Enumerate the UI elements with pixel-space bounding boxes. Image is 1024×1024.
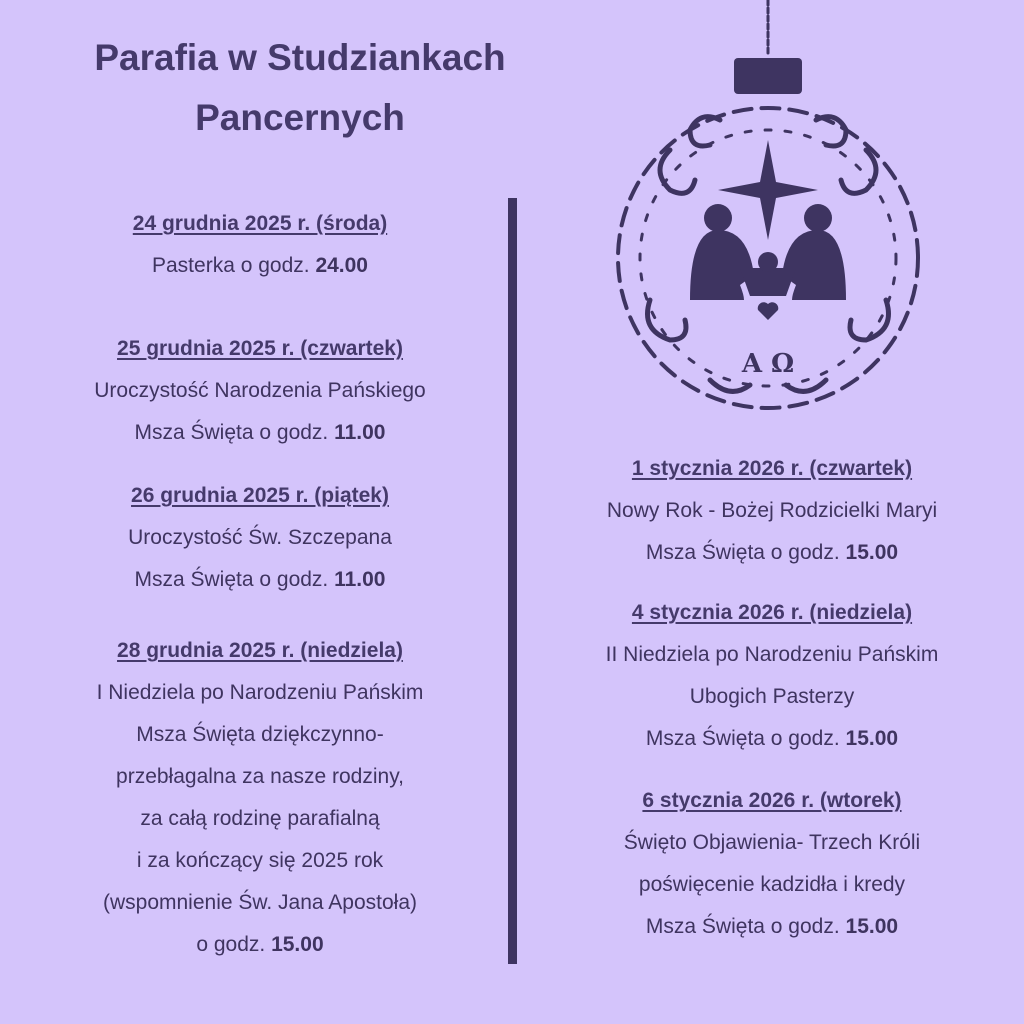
entry-line: Pasterka o godz. 24.00 <box>152 254 368 277</box>
alpha-omega-letters: A Ω <box>741 349 795 379</box>
entry-date: 26 grudnia 2025 r. (piątek) <box>131 484 389 507</box>
mass-entry-jan-1 <box>520 448 1024 574</box>
entry-line: o godz. 15.00 <box>196 933 324 956</box>
entry-line: Ubogich Pasterzy <box>689 685 855 708</box>
mass-entry-dec-26 <box>10 475 510 601</box>
entry-line: Msza Święta o godz. 11.00 <box>134 421 386 444</box>
entry-line: (wspomnienie Św. Jana Apostoła) <box>102 891 417 914</box>
mass-entry-dec-25 <box>10 328 510 454</box>
entry-line: Nowy Rok - Bożej Rodzicielki Maryi <box>606 499 938 522</box>
entry-line: Uroczystość Św. Szczepana <box>128 526 392 549</box>
title-line-2: Pancernych <box>195 97 405 138</box>
entry-line: Uroczystość Narodzenia Pańskiego <box>94 379 426 402</box>
entry-line: za całą rodzinę parafialną <box>140 807 380 830</box>
entry-line: Msza Święta o godz. 11.00 <box>134 568 386 591</box>
mass-entry-jan-4 <box>520 592 1024 760</box>
entry-line: II Niedziela po Narodzeniu Pańskim <box>605 643 939 666</box>
entry-line: I Niedziela po Narodzeniu Pańskim <box>96 681 424 704</box>
entry-date: 28 grudnia 2025 r. (niedziela) <box>117 639 403 662</box>
entry-date: 4 stycznia 2026 r. (niedziela) <box>631 601 913 624</box>
entry-line: Msza Święta o godz. 15.00 <box>645 541 899 564</box>
entry-line: poświęcenie kadzidła i kredy <box>638 873 906 896</box>
entry-date: 1 stycznia 2026 r. (czwartek) <box>631 457 913 480</box>
entry-date: 24 grudnia 2025 r. (środa) <box>132 212 388 235</box>
entry-date: 6 stycznia 2026 r. (wtorek) <box>642 789 902 812</box>
mass-entry-jan-6 <box>520 780 1024 948</box>
entry-line: Msza Święta o godz. 15.00 <box>645 915 899 938</box>
entry-line: Święto Objawienia- Trzech Króli <box>623 831 921 854</box>
mass-entry-dec-24 <box>10 203 510 287</box>
title-line-1: Parafia w Studziankach <box>94 37 506 78</box>
mass-entry-dec-28 <box>10 630 510 966</box>
nativity-bauble-icon <box>600 0 940 420</box>
page-title <box>40 28 560 148</box>
entry-line: i za kończący się 2025 rok <box>136 849 384 872</box>
entry-line: przebłagalna za nasze rodziny, <box>116 765 404 788</box>
entry-line: Msza Święta dziękczynno- <box>136 723 384 746</box>
entry-line: Msza Święta o godz. 15.00 <box>645 727 899 750</box>
entry-date: 25 grudnia 2025 r. (czwartek) <box>117 337 403 360</box>
